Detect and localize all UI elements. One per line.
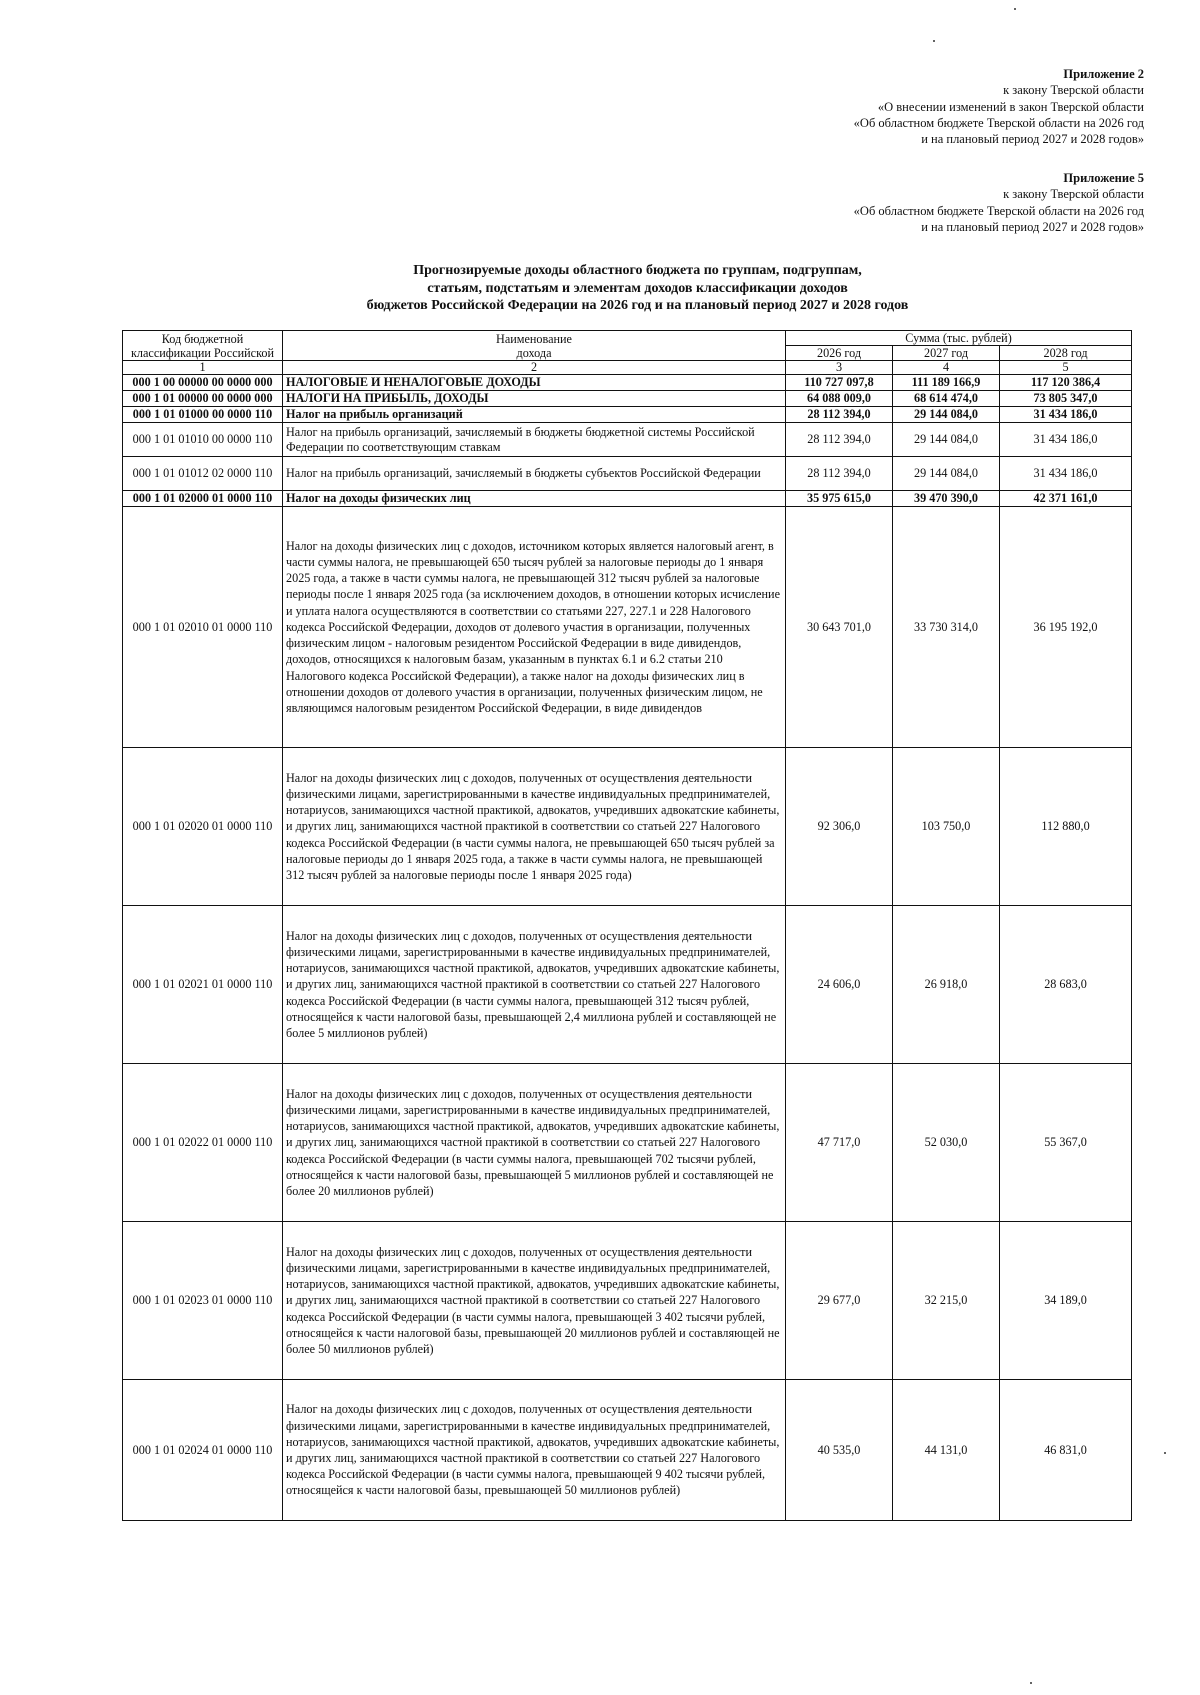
row-value-2027: 68 614 474,0	[893, 391, 1000, 407]
row-code: 000 1 01 02000 01 0000 110	[123, 491, 283, 507]
appendix-2-title: Приложение 2	[1063, 67, 1144, 81]
document-title-line: бюджетов Российской Федерации на 2026 год и на плановый период 2027 и 2028 годов	[366, 298, 909, 313]
row-value-2027: 29 144 084,0	[893, 457, 1000, 491]
row-value-2028: 73 805 347,0	[1000, 391, 1132, 407]
row-name: Налог на прибыль организаций, зачисляемый в бюджеты бюджетной системы Российской Федерации по соответствующим ставкам	[283, 423, 786, 457]
row-name: Налог на доходы физических лиц с доходов, полученных от осуществления деятельности физическими лицами, зарегистрированными в качестве индивидуальных предпринимателей, нотариусов, занимающихся частной практикой, адвокатов, учредивших адвокатские кабинеты, и других лиц, занимающихся частной практикой в соответствии со статьей 227 Налогового кодекса Российской Федерации (в части суммы налога, превышающей 3 402 тысячи рублей, относящейся к части налоговой базы, превышающей 20 миллионов рублей и составляющей не более 50 миллионов рублей)	[283, 1222, 786, 1380]
table-row	[123, 375, 1132, 391]
row-name: Налог на доходы физических лиц с доходов, полученных от осуществления деятельности физическими лицами, зарегистрированными в качестве индивидуальных предпринимателей, нотариусов, занимающихся частной практикой, адвокатов, учредивших адвокатские кабинеты, и других лиц, занимающихся частной практикой в соответствии со статьей 227 Налогового кодекса Российской Федерации (в части суммы налога, превышающей 312 тысяч рублей, относящейся к части налоговой базы, превышающей 2,4 миллиона рублей и составляющей не более 5 миллионов рублей)	[283, 906, 786, 1064]
appendix-2-block	[854, 66, 1144, 147]
table-row	[123, 407, 1132, 423]
column-number: 5	[1000, 361, 1132, 375]
row-code: 000 1 01 02023 01 0000 110	[123, 1222, 283, 1380]
document-title-line: Прогнозируемые доходы областного бюджета по группам, подгруппам,	[413, 263, 862, 278]
row-value-2026: 92 306,0	[786, 748, 893, 906]
row-value-2028: 28 683,0	[1000, 906, 1132, 1064]
row-value-2026: 24 606,0	[786, 906, 893, 1064]
row-name: НАЛОГИ НА ПРИБЫЛЬ, ДОХОДЫ	[283, 391, 786, 407]
row-value-2026: 35 975 615,0	[786, 491, 893, 507]
table-row	[123, 1380, 1132, 1521]
table-row	[123, 507, 1132, 748]
column-number: 3	[786, 361, 893, 375]
row-value-2028: 31 434 186,0	[1000, 457, 1132, 491]
row-name: Налог на доходы физических лиц с доходов, источником которых является налоговый агент, в части суммы налога, не превышающей 650 тысяч рублей за налоговые периоды до 1 января 2025 года, а также в части суммы налога, не превышающей 312 тысяч рублей за налоговые периоды после 1 января 2025 года (за исключением доходов, в отношении которых исчисление и уплата налога осуществляются в соответствии со статьями 227, 227.1 и 228 Налогового кодекса Российской Федерации, доходов от долевого участия в организации, полученных физическим лицом - налоговым резидентом Российской Федерации в виде дивидендов, доходов, относящихся к налоговым базам, указанным в пунктах 6.1 и 6.2 статьи 210 Налогового кодекса Российской Федерации), а также налог на доходы физических лиц в отношении доходов от долевого участия в организации, полученных физическим лицом, не являющимся налоговым резидентом Российской Федерации, в виде дивидендов	[283, 507, 786, 748]
row-value-2027: 52 030,0	[893, 1064, 1000, 1222]
row-code: 000 1 01 02024 01 0000 110	[123, 1380, 283, 1521]
table-row	[123, 457, 1132, 491]
row-value-2027: 29 144 084,0	[893, 407, 1000, 423]
row-value-2027: 26 918,0	[893, 906, 1000, 1064]
column-number: 2	[283, 361, 786, 375]
row-value-2026: 47 717,0	[786, 1064, 893, 1222]
appendix-5-line: и на плановый период 2027 и 2028 годов»	[921, 219, 1144, 234]
table-row	[123, 423, 1132, 457]
row-name: Налог на прибыль организаций, зачисляемый в бюджеты субъектов Российской Федерации	[283, 457, 786, 491]
table-header-row	[123, 331, 1132, 346]
column-number: 1	[123, 361, 283, 375]
row-name: Налог на доходы физических лиц с доходов, полученных от осуществления деятельности физическими лицами, зарегистрированными в качестве индивидуальных предпринимателей, нотариусов, занимающихся частной практикой, адвокатов, учредивших адвокатские кабинеты, и других лиц, занимающихся частной практикой в соответствии со статьей 227 Налогового кодекса Российской Федерации (в части суммы налога, превышающей 702 тысячи рублей, относящейся к части налоговой базы, превышающей 5 миллионов рублей и составляющей не более 20 миллионов рублей)	[283, 1064, 786, 1222]
appendix-2-line: к закону Тверской области	[1003, 83, 1144, 98]
row-value-2026: 28 112 394,0	[786, 407, 893, 423]
scan-speck	[933, 40, 935, 42]
table-row	[123, 906, 1132, 1064]
row-value-2026: 28 112 394,0	[786, 457, 893, 491]
row-value-2026: 110 727 097,8	[786, 375, 893, 391]
appendix-5-title: Приложение 5	[1063, 171, 1144, 185]
row-name: НАЛОГОВЫЕ И НЕНАЛОГОВЫЕ ДОХОДЫ	[283, 375, 786, 391]
header-year-2028: 2028 год	[1000, 346, 1132, 361]
header-name-line: дохода	[516, 345, 552, 360]
table-row	[123, 391, 1132, 407]
scan-speck	[1164, 1452, 1166, 1454]
row-value-2028: 31 434 186,0	[1000, 407, 1132, 423]
row-value-2028: 34 189,0	[1000, 1222, 1132, 1380]
row-code: 000 1 01 01012 02 0000 110	[123, 457, 283, 491]
row-name: Налог на доходы физических лиц	[283, 491, 786, 507]
row-code: 000 1 00 00000 00 0000 000	[123, 375, 283, 391]
table-row	[123, 748, 1132, 906]
row-code: 000 1 01 02021 01 0000 110	[123, 906, 283, 1064]
row-name: Налог на доходы физических лиц с доходов, полученных от осуществления деятельности физическими лицами, зарегистрированными в качестве индивидуальных предпринимателей, нотариусов, занимающихся частной практикой, адвокатов, учредивших адвокатские кабинеты, и других лиц, занимающихся частной практикой в соответствии со статьей 227 Налогового кодекса Российской Федерации (в части суммы налога, не превышающей 650 тысяч рублей за налоговые периоды до 1 января 2025 года, а также в части суммы налога, не превышающей 312 тысяч рублей за налоговые периоды после 1 января 2025 года)	[283, 748, 786, 906]
row-value-2027: 29 144 084,0	[893, 423, 1000, 457]
appendix-5-line: к закону Тверской области	[1003, 187, 1144, 202]
row-value-2027: 44 131,0	[893, 1380, 1000, 1521]
row-value-2027: 111 189 166,9	[893, 375, 1000, 391]
header-code: Код бюджетной классификации Российской	[123, 331, 283, 361]
column-numbers-row	[123, 361, 1132, 375]
header-year-2026: 2026 год	[786, 346, 893, 361]
appendix-5-block	[854, 170, 1144, 235]
document-title-line: статьям, подстатьям и элементам доходов классификации доходов	[427, 280, 848, 296]
appendix-2-line: и на плановый период 2027 и 2028 годов»	[921, 132, 1144, 147]
table-row	[123, 1222, 1132, 1380]
revenue-table	[122, 330, 1132, 1521]
row-value-2026: 29 677,0	[786, 1222, 893, 1380]
header-year-2027: 2027 год	[893, 346, 1000, 361]
row-value-2026: 28 112 394,0	[786, 423, 893, 457]
header-name-line: Наименование	[496, 331, 572, 346]
row-code: 000 1 01 01010 00 0000 110	[123, 423, 283, 457]
appendix-2-line: «О внесении изменений в закон Тверской области	[877, 99, 1144, 114]
row-value-2026: 64 088 009,0	[786, 391, 893, 407]
row-code: 000 1 01 02022 01 0000 110	[123, 1064, 283, 1222]
header-sum: Сумма (тыс. рублей)	[786, 331, 1132, 346]
appendix-2-line: «Об областном бюджете Тверской области на 2026 год	[853, 115, 1144, 130]
row-name: Налог на прибыль организаций	[283, 407, 786, 423]
scan-speck	[1014, 8, 1016, 10]
row-value-2028: 31 434 186,0	[1000, 423, 1132, 457]
row-value-2027: 32 215,0	[893, 1222, 1000, 1380]
row-value-2027: 33 730 314,0	[893, 507, 1000, 748]
appendix-5-line: «Об областном бюджете Тверской области на 2026 год	[853, 203, 1144, 218]
row-value-2028: 112 880,0	[1000, 748, 1132, 906]
header-name	[283, 331, 786, 361]
row-value-2027: 103 750,0	[893, 748, 1000, 906]
row-value-2028: 55 367,0	[1000, 1064, 1132, 1222]
row-value-2027: 39 470 390,0	[893, 491, 1000, 507]
table-row	[123, 1064, 1132, 1222]
row-code: 000 1 01 00000 00 0000 000	[123, 391, 283, 407]
row-value-2028: 36 195 192,0	[1000, 507, 1132, 748]
row-code: 000 1 01 02010 01 0000 110	[123, 507, 283, 748]
row-value-2028: 42 371 161,0	[1000, 491, 1132, 507]
row-value-2028: 46 831,0	[1000, 1380, 1132, 1521]
row-value-2028: 117 120 386,4	[1000, 375, 1132, 391]
row-value-2026: 30 643 701,0	[786, 507, 893, 748]
scan-speck	[1030, 1682, 1032, 1684]
row-code: 000 1 01 01000 00 0000 110	[123, 407, 283, 423]
table-row	[123, 491, 1132, 507]
column-number: 4	[893, 361, 1000, 375]
row-name: Налог на доходы физических лиц с доходов, полученных от осуществления деятельности физическими лицами, зарегистрированными в качестве индивидуальных предпринимателей, нотариусов, занимающихся частной практикой, адвокатов, учредивших адвокатские кабинеты, и других лиц, занимающихся частной практикой в соответствии со статьей 227 Налогового кодекса Российской Федерации (в части суммы налога, превышающей 9 402 тысячи рублей, относящейся к части налоговой базы, превышающей 50 миллионов рублей)	[283, 1380, 786, 1521]
row-value-2026: 40 535,0	[786, 1380, 893, 1521]
document-title	[0, 262, 1200, 315]
row-code: 000 1 01 02020 01 0000 110	[123, 748, 283, 906]
